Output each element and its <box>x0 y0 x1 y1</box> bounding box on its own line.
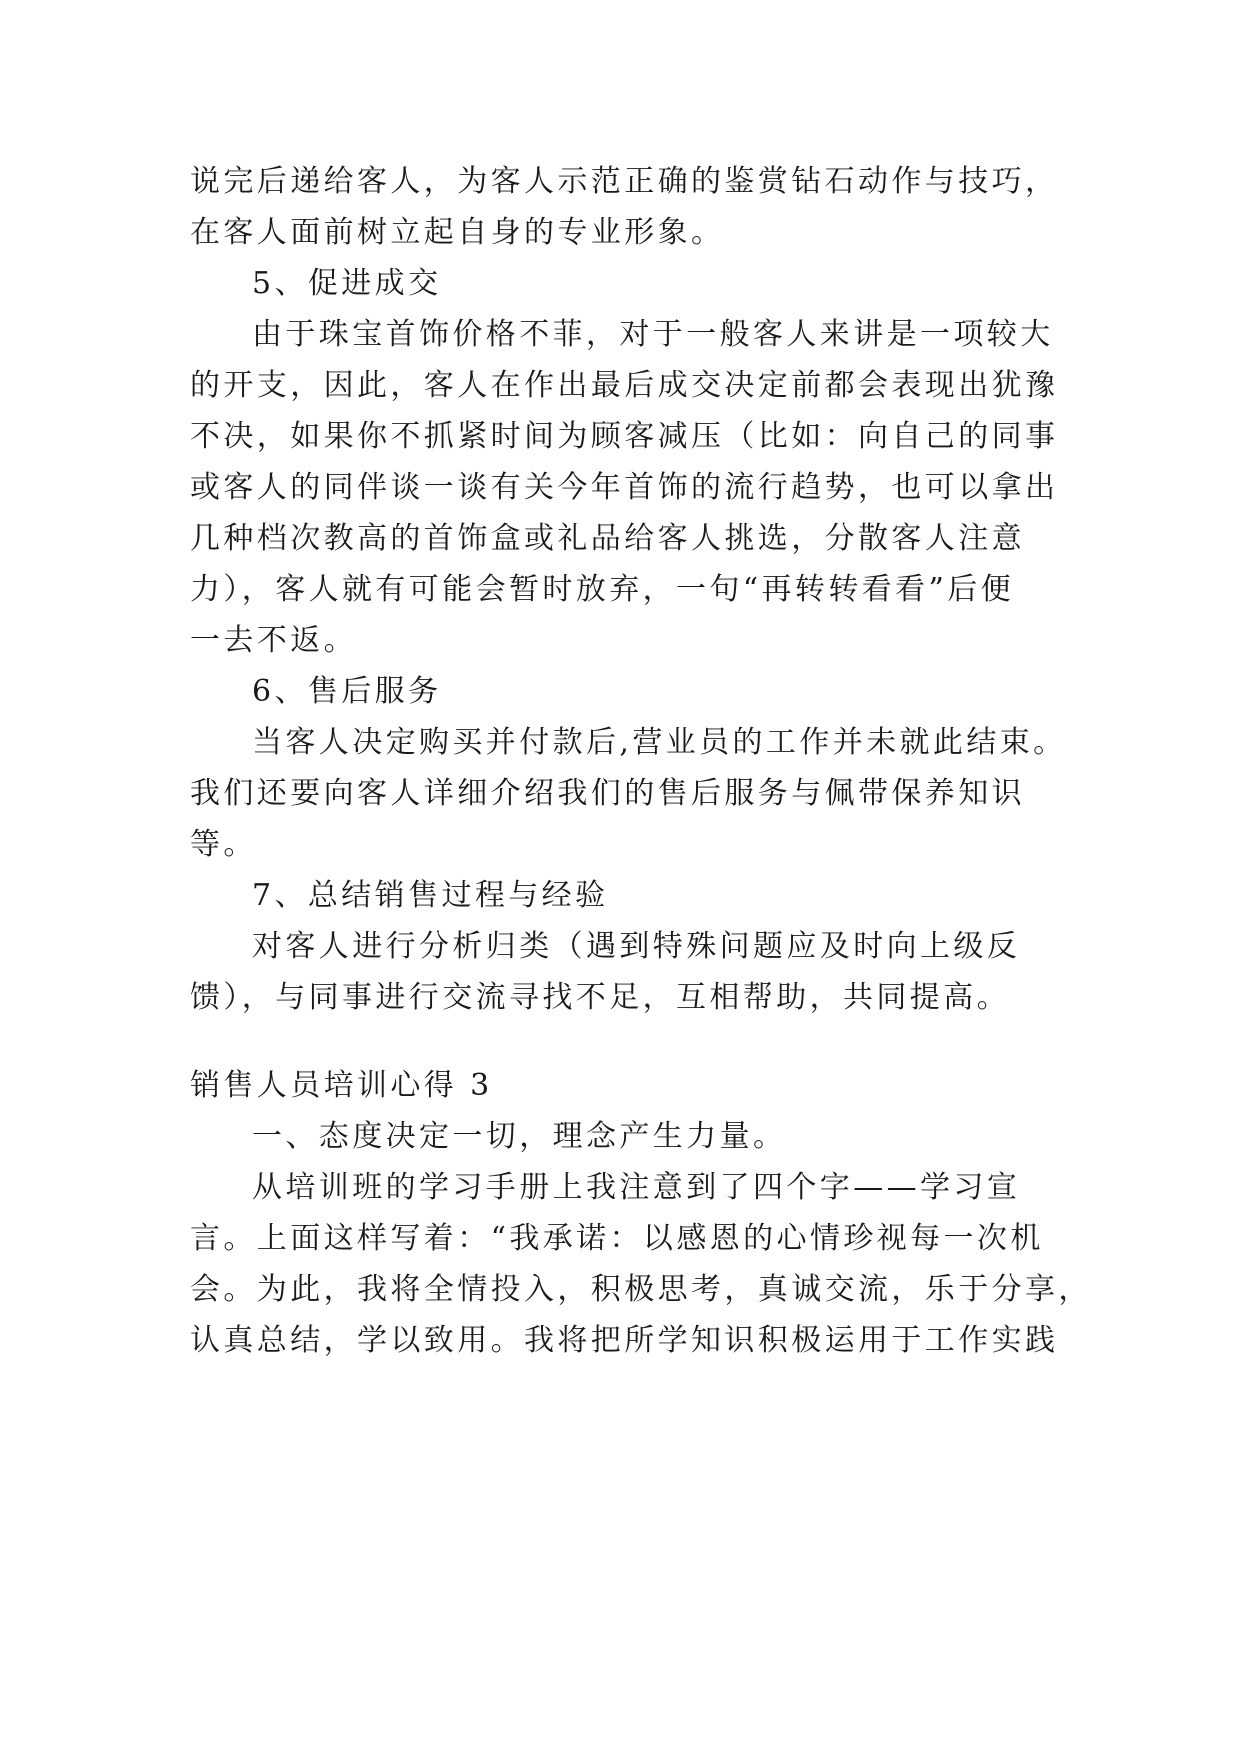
section-heading-5: 5、促进成交 <box>252 266 442 301</box>
paragraph-text-line: 会。为此，我将全情投入，积极思考，真诚交流，乐于分享， <box>190 1272 1092 1307</box>
paragraph-text-line: 的开支，因此，客人在作出最后成交决定前都会表现出犹豫 <box>190 368 1059 403</box>
paragraph-text-line: 说完后递给客人，为客人示范正确的鉴赏钻石动作与技巧， <box>190 164 1059 199</box>
paragraph-text-line: 几种档次教高的首饰盒或礼品给客人挑选，分散客人注意 <box>190 521 1025 556</box>
paragraph-text-line: 或客人的同伴谈一谈有关今年首饰的流行趋势，也可以拿出 <box>190 470 1059 505</box>
paragraph-text-line: 从培训班的学习手册上我注意到了四个字——学习宣 <box>252 1170 1021 1205</box>
paragraph-text-line: 言。上面这样写着：“我承诺：以感恩的心情珍视每一次机 <box>190 1221 1044 1256</box>
paragraph-text-line: 当客人决定购买并付款后,营业员的工作并未就此结束。 <box>252 725 1067 760</box>
paragraph-text-line: 等。 <box>190 827 257 862</box>
paragraph-text-line: 对客人进行分析归类（遇到特殊问题应及时向上级反 <box>252 929 1021 964</box>
paragraph-text-line: 力），客人就有可能会暂时放弃，一句“再转转看看”后便 <box>190 572 1015 607</box>
paragraph-text-line: 不决，如果你不抓紧时间为顾客减压（比如：向自己的同事 <box>190 419 1059 454</box>
section-heading-7: 7、总结销售过程与经验 <box>252 878 609 913</box>
section-title: 销售人员培训心得 3 <box>190 1068 493 1103</box>
paragraph-text-line: 一去不返。 <box>190 623 357 658</box>
paragraph-text-line: 馈），与同事进行交流寻找不足，互相帮助，共同提高。 <box>190 980 1010 1015</box>
paragraph-text-line: 在客人面前树立起自身的专业形象。 <box>190 215 725 250</box>
paragraph-text-line: 我们还要向客人详细介绍我们的售后服务与佩带保养知识 <box>190 776 1025 811</box>
section-heading-6: 6、售后服务 <box>252 674 442 709</box>
paragraph-text-line: 认真总结，学以致用。我将把所学知识积极运用于工作实践 <box>190 1323 1059 1358</box>
paragraph-text-line: 由于珠宝首饰价格不菲，对于一般客人来讲是一项较大 <box>252 317 1054 352</box>
subheading-attitude: 一、态度决定一切，理念产生力量。 <box>252 1119 787 1154</box>
